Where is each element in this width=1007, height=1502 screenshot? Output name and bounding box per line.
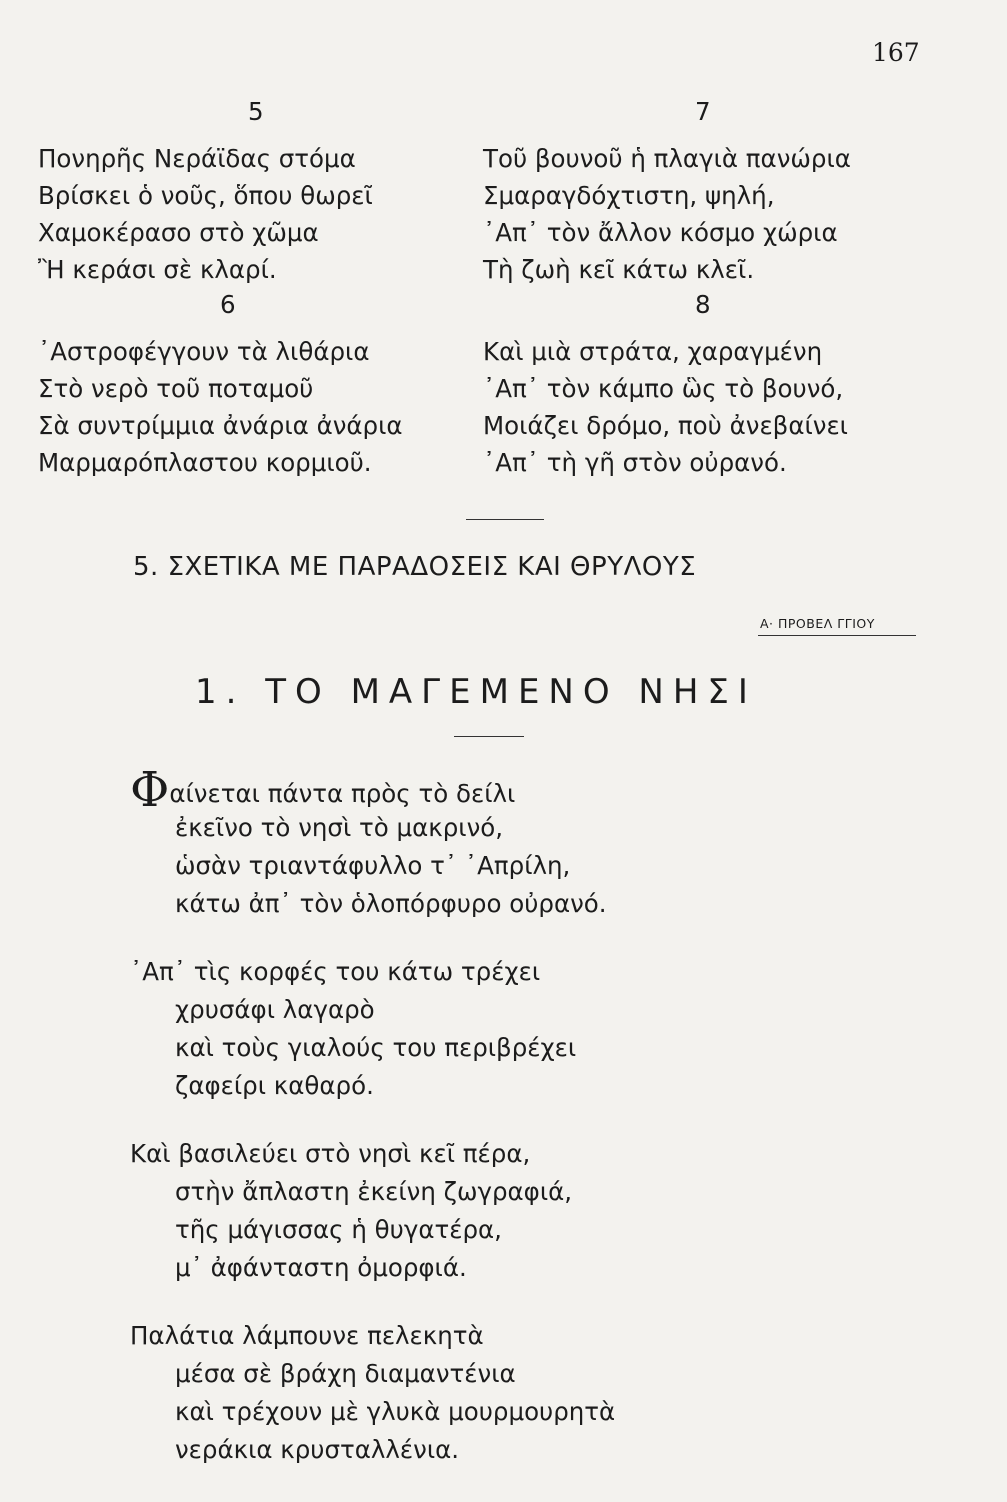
verse-line: Τὴ ζωὴ κεῖ κάτω κλεῖ.: [483, 255, 755, 284]
verse-line: Μαρμαρόπλαστου κορμιοῦ.: [38, 448, 372, 477]
verse-line: Μοιάζει δρόμο, ποὺ ἀνεβαίνει: [483, 411, 848, 440]
verse-line: [130, 762, 615, 818]
verse-line: νεράκια κρυσταλλένια.: [175, 1435, 460, 1464]
author-underline: [758, 635, 916, 636]
verse-line: κάτω ἀπ᾽ τὸν ὁλοπόρφυρο οὐρανό.: [175, 889, 607, 918]
stanza: [130, 956, 615, 1108]
poem-title: 1. ΤΟ ΜΑΓΕΜΕΝΟ ΝΗΣΙ: [195, 672, 757, 712]
divider-rule: [466, 519, 544, 520]
stanza-number: 8: [695, 290, 711, 319]
verse-line: Σὰ συντρίμμια ἀνάρια ἀνάρια: [38, 411, 403, 440]
verse-line: τῆς μάγισσας ἡ θυγατέρα,: [175, 1215, 502, 1244]
title-rule: [454, 736, 524, 737]
stanza: [130, 1320, 615, 1472]
verse-line: Καὶ μιὰ στράτα, χαραγμένη: [483, 337, 823, 366]
verse-line: καὶ τρέχουν μὲ γλυκὰ μουρμουρητὰ: [175, 1397, 616, 1426]
verse-line: Πονηρῆς Νεράϊδας στόμα: [38, 144, 356, 173]
verse-line: ᾽Αστροφέγγουν τὰ λιθάρια: [38, 337, 370, 366]
section-heading: 5. ΣΧΕΤΙΚΑ ΜΕ ΠΑΡΑΔΟΣΕΙΣ ΚΑΙ ΘΡΥΛΟΥΣ: [133, 552, 697, 582]
verse-line: ᾽Απ᾽ τὶς κορφές του κάτω τρέχει: [130, 957, 541, 986]
verse-line: Χαμοκέρασο στὸ χῶμα: [38, 218, 319, 247]
verse-text: αίνεται πάντα πρὸς τὸ δείλι: [169, 779, 516, 808]
stanza-number: 6: [220, 290, 236, 319]
verse-line: καὶ τοὺς γιαλούς του περιβρέχει: [175, 1033, 577, 1062]
page-number: 167: [872, 38, 920, 67]
verse-line: Τοῦ βουνοῦ ἡ πλαγιὰ πανώρια: [483, 144, 851, 173]
verse-line: χρυσάφι λαγαρὸ: [175, 995, 375, 1024]
verse-line: Βρίσκει ὁ νοῦς, ὅπου θωρεῖ: [38, 181, 373, 210]
verse-line: ζαφείρι καθαρό.: [175, 1071, 374, 1100]
right-column: [483, 98, 963, 484]
verse-line: ᾽Απ᾽ τὴ γῆ στὸν οὐρανό.: [483, 448, 787, 477]
verse-line: στὴν ἄπλαστη ἐκείνη ζωγραφιά,: [175, 1177, 573, 1206]
stanza: [130, 762, 615, 926]
verse-line: Παλάτια λάμπουνε πελεκητὰ: [130, 1321, 484, 1350]
drop-cap: Φ: [130, 762, 170, 818]
stanza-number: 7: [695, 97, 711, 126]
verse-line: ὡσὰν τριαντάφυλλο τ᾽ ᾽Απρίλη,: [175, 851, 571, 880]
verse-line: μέσα σὲ βράχη διαμαντένια: [175, 1359, 516, 1388]
verse-line: Καὶ βασιλεύει στὸ νησὶ κεῖ πέρα,: [130, 1139, 531, 1168]
author-credit: Α· ΠΡΟΒΕΛ ΓΓΙΟΥ: [760, 616, 875, 631]
stanza: [130, 1138, 615, 1290]
verse-line: ᾽Απ᾽ τὸν κάμπο ὣς τὸ βουνό,: [483, 374, 844, 403]
verse-line: Σμαραγδόχτιστη, ψηλή,: [483, 181, 775, 210]
verse-line: Στὸ νερὸ τοῦ ποταμοῦ: [38, 374, 314, 403]
left-column: [38, 98, 458, 484]
verse-line: ἐκεῖνο τὸ νησὶ τὸ μακρινό,: [175, 813, 504, 842]
verse-line: Ἢ κεράσι σὲ κλαρί.: [38, 255, 277, 284]
verse-line: μ᾽ ἀφάνταστη ὀμορφιά.: [175, 1253, 467, 1282]
poem-body: [130, 762, 616, 1502]
verse-line: ᾽Απ᾽ τὸν ἄλλον κόσμο χώρια: [483, 218, 838, 247]
stanza-number: 5: [248, 97, 264, 126]
